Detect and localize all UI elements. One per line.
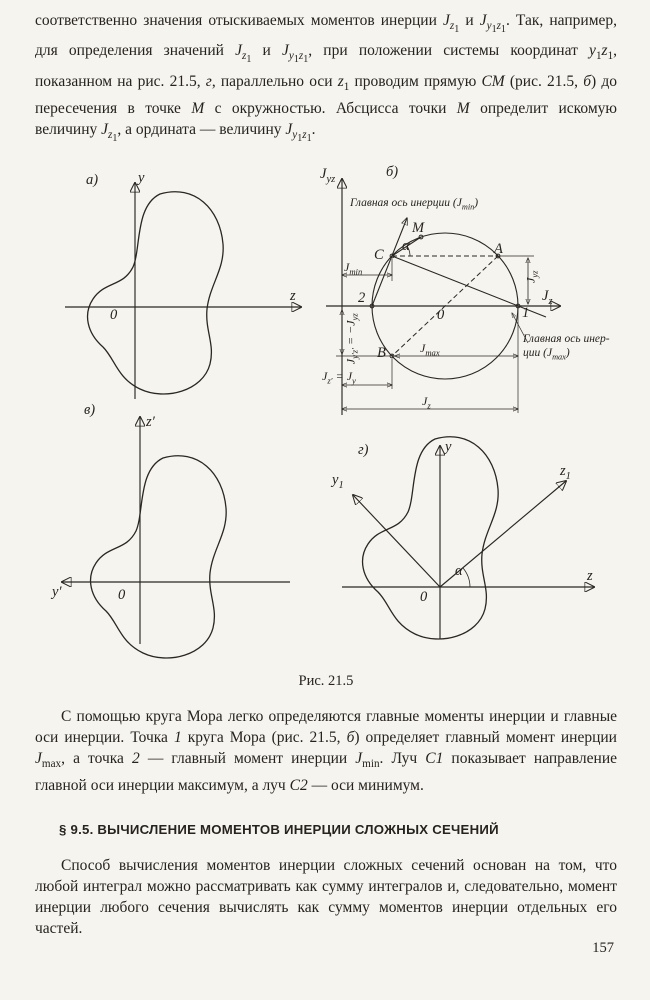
fig-b-point-2-label: 2 <box>358 290 366 307</box>
fig-g-drawing <box>330 434 630 669</box>
fig-b-alpha-label: α <box>402 238 410 255</box>
section-outline-a <box>88 192 224 394</box>
fig-b-dim-jmax-label: $J_{max}$ <box>420 341 440 358</box>
fig-b-jyz-axis-label: $J_{yz}$ <box>320 166 336 185</box>
fig-a-origin-label: 0 <box>110 307 118 324</box>
fig-b-point-1-label: 1 <box>522 305 530 322</box>
paragraph-intro: соответственно значения отыскиваемых моментов инерции $J_{z_1}$ и $J_{y_1z_1}$. Так, например, для определения значений $J_{z_1}$ и $J_{y_1z_1}$, при положении системы координат $y_1z_1$, показанном на рис. 21.5, г, параллельно оси $z_1$ проводим прямую СМ (рис. 21.5, б) до пересечения в точке М с окружностью. Абсцисса точки М определит искомую величину $J_{z_1}$, а ордината — величину $J_{y_1z_1}$. <box>35 12 618 145</box>
fig-b-dim-left2-label: $J_{z'} = J_y$ <box>322 369 356 386</box>
fig-g-label: г) <box>358 442 369 459</box>
figure-21-5 <box>0 157 650 669</box>
paragraph-mohr-circle: С помощью круга Мора легко определяются главные моменты инерции и главные оси инерции. Точка 1 круга Мора (рис. 21.5, б) определяет главный момент инерции $J_{max}$, а точка 2 — главный момент инерции $J_{min}$. Луч С1 показывает направление главной оси инерции максимум, а луч С2 — оси минимум. <box>35 708 618 795</box>
fig-b-point-a-label: А <box>494 241 503 258</box>
fig-b-dim-right-label: $J_{yz}$ <box>523 270 540 284</box>
fig-v-label: в) <box>84 402 96 419</box>
fig-b-label: б) <box>386 164 399 181</box>
alpha-arc <box>463 568 470 587</box>
paragraph-method: Способ вычисления моментов инерции сложных сечений основан на том, что любой интеграл можно рассматривать как сумму интегралов и, следовательно, момент инерции любого сечения вычислять как сумму моментов инерции отдельных его частей. <box>35 857 617 938</box>
fig-g-z-axis-label: z <box>587 568 593 585</box>
fig-b-origin-label: 0 <box>437 307 445 324</box>
fig-g-z1-axis-label: $z_1$ <box>560 463 571 482</box>
fig-b-main-axis-max-label-line2: ции $(J_{max})$ <box>523 347 570 362</box>
fig-b-dim-jmin-label: $J_{min}$ <box>344 260 363 277</box>
fig-v-origin-label: 0 <box>118 587 126 604</box>
fig-g-y1-axis-label: $y_1$ <box>332 472 344 491</box>
fig-v-z-prime-axis-label: z′ <box>146 414 155 431</box>
fig-b-main-axis-min-label: Главная ось инерции $(J_{min})$ <box>350 197 479 212</box>
fig-a-y-axis-label: y <box>138 170 145 187</box>
fig-b-point-m-label: М <box>412 220 425 237</box>
section-heading: § 9.5. ВЫЧИСЛЕНИЕ МОМЕНТОВ ИНЕРЦИИ СЛОЖНЫХ СЕЧЕНИЙ <box>59 822 499 838</box>
fig-g-origin-label: 0 <box>420 589 428 606</box>
fig-a-z-axis-label: z <box>290 288 296 305</box>
fig-b-dim-left-label: $J_{y'z'} = -J_{yz}$ <box>343 313 360 365</box>
section-outline-g <box>363 437 499 639</box>
fig-b-point-b-label: В <box>377 345 386 362</box>
fig-b-dim-bottom-label: $J_z$ <box>422 394 431 411</box>
fig-v-drawing <box>48 399 313 669</box>
fig-a-drawing <box>55 169 317 411</box>
fig-g-y-axis-label: y <box>445 439 452 456</box>
fig-a-label: а) <box>86 172 99 189</box>
fig-v-y-prime-axis-label: y′ <box>52 584 62 601</box>
section-outline-v <box>91 456 227 658</box>
y1-axis <box>353 495 440 587</box>
fig-b-point-c-label: С <box>374 247 384 264</box>
fig-g-alpha-label: α <box>455 563 463 580</box>
fig-b-jz-axis-label: $J_z$ <box>542 288 553 307</box>
page-number: 157 <box>592 940 614 956</box>
figure-caption: Рис. 21.5 <box>298 673 354 690</box>
fig-b-main-axis-max-label-line1: Главная ось инер- <box>523 333 610 346</box>
